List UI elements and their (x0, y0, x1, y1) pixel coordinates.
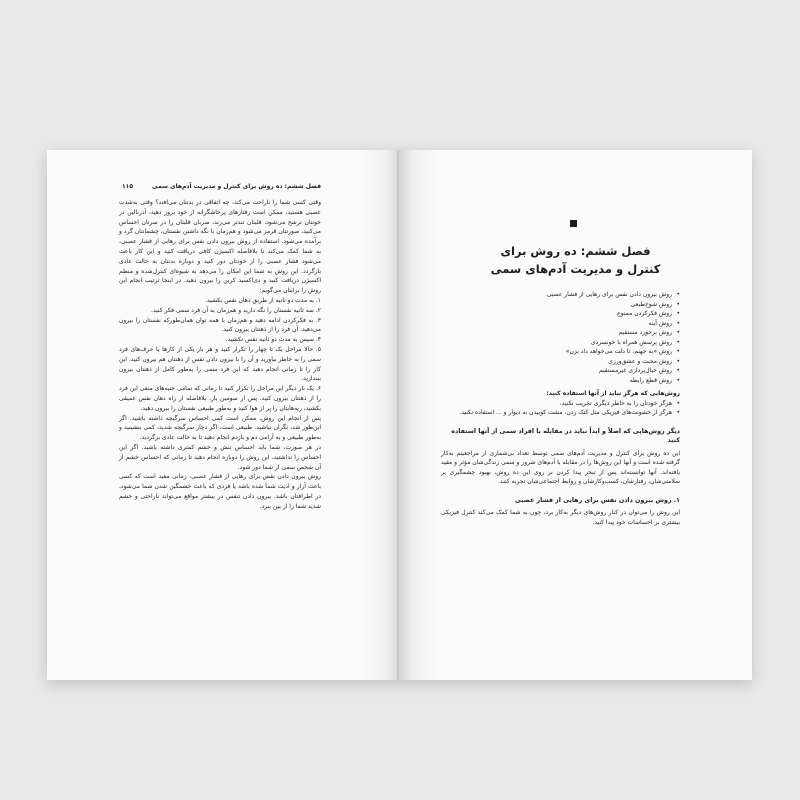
never-heading: روش‌هایی که هرگز نباید از آنها استفاده کنید: (546, 390, 680, 397)
list-item: • روش برخورد مستقیم (441, 328, 672, 338)
list-item: • هرگز خودتان را به خاطر دیگری تخریب نکنید. (441, 399, 672, 409)
list-item: • روش پرسش همراه با خونسردی (441, 338, 672, 348)
list-item: • روش شوخ‌طبعی (441, 300, 672, 310)
body-paragraph: این روش را می‌توان در کنار روش‌های دیگر به‌کار برد، چون به شما کمک می‌کند کنترل فیزیکی بیشتری بر احساسات خود پیدا کنید. (441, 509, 680, 526)
step-5: ۵. حالا مراحل یک تا چهار را تکرار کنید و هر بار یکی از کارها یا حرف‌های فرد سمی را به خاطر بیاورید و آن را با بیرون دادن نفس از ذهنتان هم بیرون کنید. این کار را تا زمانی انجام دهید که این فرد سمی را به‌طور کامل از ذهنتان بیرون بیندازید. (119, 345, 321, 383)
body-paragraph: پس از انجام این روش، ممکن است کمی احساس سرگیجه داشته باشید. اگر این‌طور شد، نگران نباشید. طبیعی است. اگر دچار سرگیجه شدید، کمی بنشینید و به‌طور طبیعی و به آرامی دم و بازدم انجام دهید تا به حالت عادی برگردید. (119, 414, 321, 442)
list-item: • روش قطع رابطه (441, 376, 672, 386)
step-1: ۱. به مدت دو ثانیه از طریق دهان نفس بکشید. (205, 296, 321, 304)
body-paragraph: در هر صورت، شما باید احساس تنش و خشم کمتری داشته باشید. اگر این احساس را نداشتید، این روش را دوباره انجام دهید تا زمانی که احساس خشم از آن شخص سمی از شما دور شود. (119, 443, 321, 471)
chapter-title-line: کنترل و مدیریت آدم‌های سمی (490, 262, 661, 276)
methods-list (441, 290, 680, 385)
chapter-title-line: فصل ششم: ده روش برای (500, 244, 651, 258)
left-page (47, 150, 399, 680)
chapter-square-ornament (570, 220, 577, 227)
page-number: ۱۱۵ (122, 183, 133, 190)
body-paragraph: وقتی کسی شما را ناراحت می‌کند، چه اتفاقی در بدنتان می‌افتد؟ وقتی به‌شدت عصبی هستید، ممکن است رفتارهای پرخاشگرانه از خود بروز دهید، آدرنالین در خونتان ترشح می‌شود، قلبتان تندتر می‌زند، ضربان قلبتان را در سرتان احساس می‌کنید، صورتتان قرمز می‌شود و هم‌زمان با نگه داشتن نفستان، چشمانتان گرد و برآمده می‌شود. استفاده از روش بیرون دادن نفس برای رهایی از فشار عصبی، به شما کمک می‌کند تا بلافاصله اکسیژن کافی دریافت کنید و این کار باعث می‌شود فشار عصبی را از خودتان دور کنید و دوباره بدنتان به حالت عادی بازگردد. این روش به شما این امکان را می‌دهد به شیوه‌ای کنترل‌شده و منظم اکسیژن دریافت کنید و دی‌اکسید کربن را بیرون دهید. در اینجا ترتیب انجام این روش را برایتان می‌گویم: (119, 199, 321, 295)
left-page-body (119, 198, 321, 512)
list-item: • روش خیال‌پردازی غیرمستقیم (441, 366, 672, 376)
running-head (122, 183, 321, 190)
running-head-title: فصل ششم: ده روش برای کنترل و مدیریت آدم‌های سمی (152, 183, 321, 190)
step-4: ۴. سپس به مدت دو ثانیه نفس نکشید. (225, 336, 321, 344)
list-item: • روش «به جهنم، تا دلت می‌خواهد داد بزن» (441, 347, 672, 357)
list-item: • روش محبت و عشق‌ورزی (441, 357, 672, 367)
step-2: ۲. سه ثانیه نفستان را نگه دارید و هم‌زمان به آن فرد سمی فکر کنید. (151, 306, 321, 314)
body-paragraph: این ده روش برای کنترل و مدیریت آدم‌های سمی توسط تعداد بی‌شماری از مراجعینم به‌کار گرفته شده است و آنها این روش‌ها را در مقابله با آدم‌های شرور و سمی زندگی‌شان مؤثر و مفید یافته‌اند. آنها توانسته‌اند پس از تبحر پیدا کردن بر روی این ده روش، بهبود چشمگیری بر سلامتی‌شان، رفتارشان، کسب‌وکارشان و روابط اجتماعی‌شان تجربه کنند. (441, 449, 680, 485)
list-item: • روش آینه (441, 319, 672, 329)
list-item: • روش بیرون دادن نفس برای رهایی از فشار عصبی (441, 290, 672, 300)
open-book (47, 150, 752, 680)
step-6: ۶. یک بار دیگر این مراحل را تکرار کنید تا زمانی که تمامی جنبه‌های منفی این فرد را از ذهنتان بیرون کنید. پس از سومین بار، بلافاصله از راه دهان نفس عمیقی بکشید، ریه‌هایتان را پر از هوا کنید و به‌طور طبیعی نفستان را بیرون دهید. (119, 385, 321, 412)
other-heading: دیگر روش‌هایی که اصلاً و ابداً نباید در مقابله با افراد سمی از آنها استفاده کنید (451, 427, 680, 444)
right-page (399, 150, 752, 680)
body-paragraph: روش بیرون دادن نفس برای رهایی از فشار عصبی، زمانی مفید است که کسی باعث آزار و اذیت شما شده باشد یا فردی که باعث خشمگین شدن شما می‌شود، در اطرافتان باشد. بیرون دادن تنفس در بیشتر مواقع می‌تواند ناراحتی و خشم شدید شما را از بین ببرد. (119, 473, 321, 510)
never-list (441, 399, 680, 418)
list-item: • روش فکرکردن ممنوع (441, 309, 672, 319)
section-heading: ۱. روش بیرون دادن نفس برای رهایی از فشار عصبی (514, 496, 680, 504)
right-page-body (441, 290, 680, 527)
list-item: • هرگز از خشونت‌های فیزیکی مثل کتک زدن، مشت کوبیدن به دیوار و ... استفاده نکنید. (441, 408, 672, 418)
step-3: ۳. به فکرکردن ادامه دهید و هم‌زمان با همه توان همان‌طورکه نفستان را بیرون می‌دهید، آن فرد را از ذهنتان بیرون کنید. (119, 316, 321, 334)
chapter-title (459, 242, 692, 278)
